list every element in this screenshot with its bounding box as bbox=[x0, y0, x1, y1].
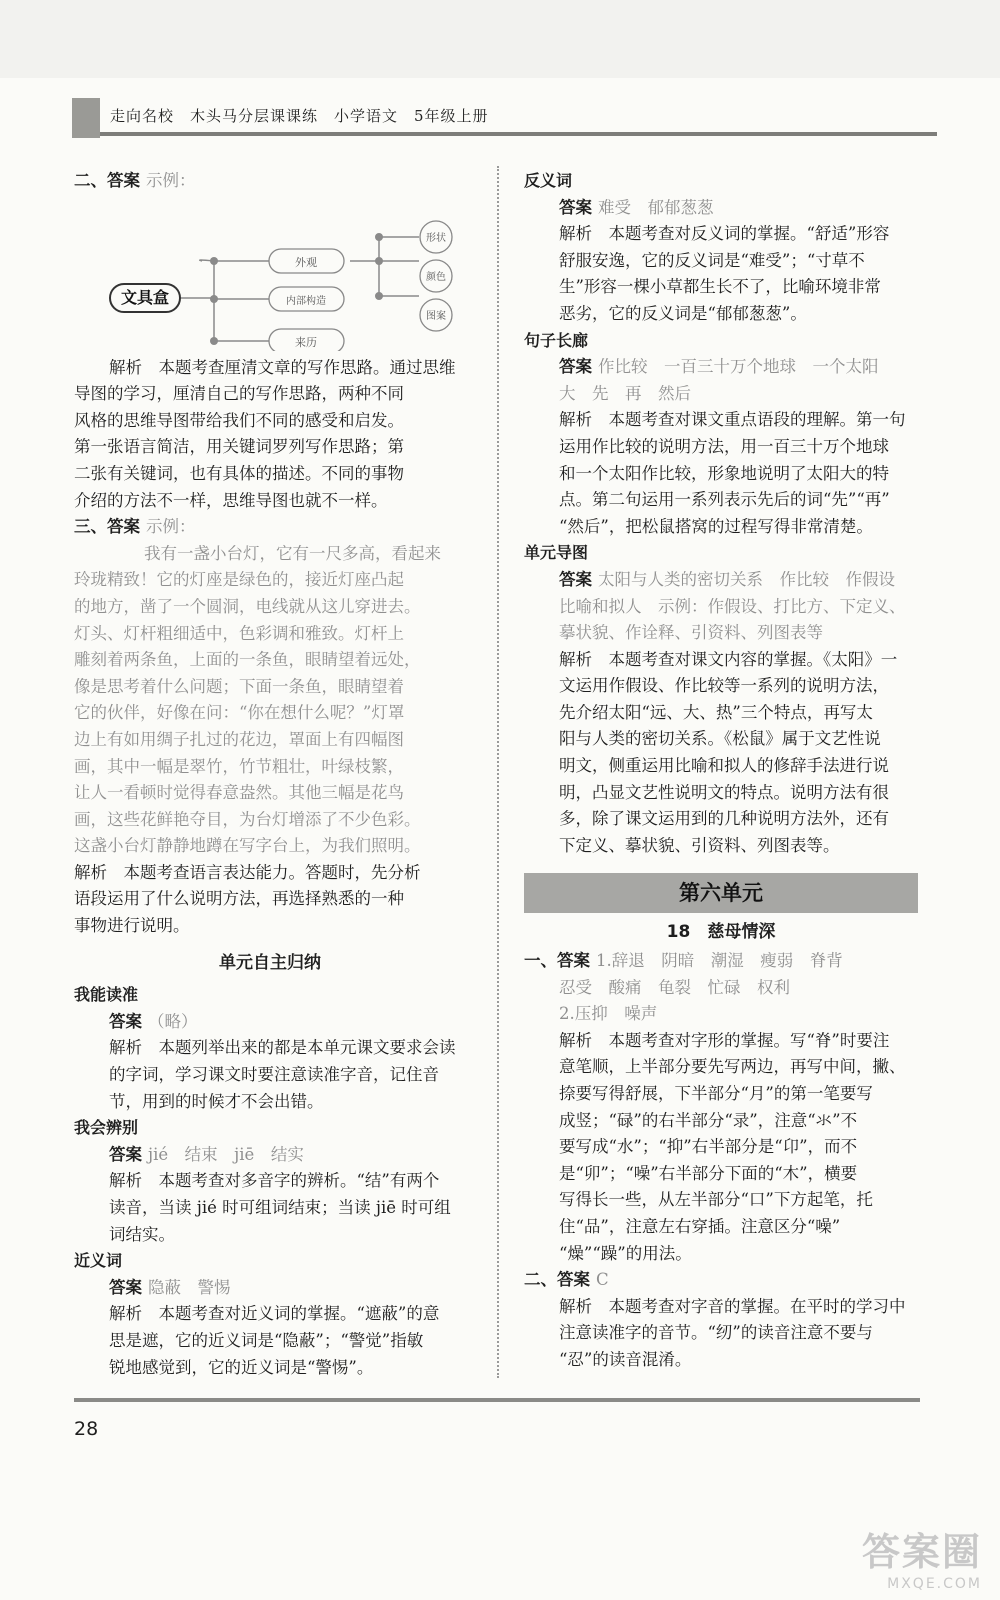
mind-map bbox=[74, 201, 466, 351]
essay-line: 灯头、灯杆粗细适中，色彩调和雅致。灯杆上 bbox=[74, 623, 404, 643]
answer-text: 比喻和拟人 示例：作假设、打比方、下定义、 bbox=[559, 596, 906, 616]
mind-map-leaf-3: 图案 bbox=[426, 310, 446, 322]
answer-text: 摹状貌、作诠释、引资料、列图表等 bbox=[559, 623, 823, 643]
analysis-line: 思是遮，它的近义词是“隐蔽”；“警觉”指敏 bbox=[109, 1330, 424, 1350]
analysis-line: 意笔顺，上半部分要先写两边，再写中间，撇、 bbox=[559, 1057, 906, 1077]
subsection-title: 我能读准 bbox=[74, 985, 139, 1005]
answer-text: jié 结束 jiē 结实 bbox=[148, 1144, 304, 1164]
analysis-line: 生”形容一棵小草都生长不了，比喻环境非常 bbox=[559, 277, 881, 297]
analysis-line: 舒服安逸，它的反义词是“难受”；“寸草不 bbox=[559, 250, 865, 270]
watermark-logo: 答案圈 bbox=[861, 1530, 982, 1574]
analysis-line: 注意读准字的音节。“纫”的读音注意不要与 bbox=[559, 1323, 873, 1343]
answer-label: 答案 bbox=[559, 197, 592, 217]
answer-text: 难受 郁郁葱葱 bbox=[598, 197, 714, 217]
q3-answer-line bbox=[74, 514, 466, 541]
essay-line: 这盏小台灯静静地蹲在写字台上，为我们照明。 bbox=[74, 836, 421, 856]
mind-map-root: 文具盒 bbox=[120, 289, 170, 307]
answer-label: 答案 bbox=[109, 1144, 142, 1164]
analysis-line: 介绍的方法不一样，思维导图也就不一样。 bbox=[74, 490, 388, 510]
analysis-line: 和一个太阳作比较，形象地说明了太阳大的特 bbox=[559, 463, 889, 483]
q3-analysis bbox=[74, 860, 466, 940]
q1-label: 一、 bbox=[524, 951, 557, 971]
subsection-title: 反义词 bbox=[524, 171, 573, 190]
analysis-line: 事物进行说明。 bbox=[74, 916, 190, 936]
unit-banner: 第六单元 bbox=[524, 873, 918, 913]
answer-text: 隐蔽 警惕 bbox=[148, 1277, 231, 1297]
answer-line bbox=[74, 1275, 466, 1302]
analysis-line: 读音，当读 jié 时可组词结束；当读 jiē 时可组 bbox=[109, 1198, 451, 1217]
essay-line: 我有一盏小台灯，它有一尺多高，看起来 bbox=[144, 543, 441, 563]
answer-line bbox=[74, 1009, 466, 1036]
analysis-line: 下定义、摹状貌、引资料、列图表等。 bbox=[559, 835, 840, 855]
analysis-line: 运用作比较的说明方法，用一百三十万个地球 bbox=[559, 436, 889, 456]
running-header bbox=[72, 98, 937, 138]
answer-text: 忍受 酸痛 龟裂 忙碌 权利 bbox=[559, 977, 790, 997]
essay-line: 画，其中一幅是翠竹，竹节粗壮，叶绿枝繁， bbox=[74, 756, 404, 776]
analysis-line: 点。第二句运用一系列表示先后的词“先”“再” bbox=[559, 490, 890, 510]
analysis-line: 明，凸显文艺性说明文的特点。说明方法有很 bbox=[559, 782, 889, 802]
lesson-title: 18 慈母情深 bbox=[666, 922, 776, 943]
answer-label: 答案 bbox=[107, 517, 140, 537]
subsection-title: 句子长廊 bbox=[524, 330, 589, 350]
page-top-shadow bbox=[0, 0, 1000, 78]
analysis-line: 文运用作假设、作比较等一系列的说明方法， bbox=[559, 676, 889, 696]
answer-text: （略） bbox=[148, 1011, 198, 1031]
answer-line bbox=[524, 354, 918, 381]
mind-map-branch-3: 来历 bbox=[295, 335, 317, 349]
analysis-line: 明文，侧重运用比喻和拟人的修辞手法进行说 bbox=[559, 756, 889, 776]
essay-line: 边上有如用绸子扎过的花边，罩面上有四幅图 bbox=[74, 729, 404, 749]
mind-map-leaf-1: 形状 bbox=[426, 232, 446, 244]
q2b-answer-line bbox=[524, 1267, 918, 1294]
answer-line bbox=[524, 195, 918, 222]
essay-line: 雕刻着两条鱼，上面的一条鱼，眼睛望着远处， bbox=[74, 650, 421, 670]
answer-text: 作比较 一百三十万个地球 一个太阳 bbox=[598, 357, 879, 377]
analysis-line: 解析 本题考查厘清文章的写作思路。通过思维 bbox=[109, 357, 456, 377]
header-title: 走向名校 木头马分层课课练 小学语文 5年级上册 bbox=[110, 107, 489, 125]
answer-label: 答案 bbox=[559, 569, 592, 589]
analysis-line: 是“卯”；“噪”右半部分下面的“木”，横要 bbox=[559, 1163, 858, 1183]
analysis-line: 写得长一些，从左半部分“口”下方起笔，托 bbox=[559, 1190, 873, 1210]
sample-essay bbox=[74, 541, 466, 860]
analysis-line: 解析 本题考查对近义词的掌握。“遮蔽”的意 bbox=[109, 1304, 440, 1324]
section-title: 单元自主归纳 bbox=[219, 952, 321, 973]
essay-line: 让人一看顿时觉得春意盎然。其他三幅是花鸟 bbox=[74, 783, 404, 803]
essay-line: 的地方，凿了一个圆洞，电线就从这儿穿进去。 bbox=[74, 596, 421, 616]
answer-label: 答案 bbox=[109, 1277, 142, 1297]
q1-answer-line bbox=[524, 948, 918, 975]
q2-analysis bbox=[74, 355, 466, 515]
analysis-line: 风格的思维导图带给我们不同的感受和启发。 bbox=[74, 410, 404, 430]
essay-line: 玲珑精致！它的灯座是绿色的，接近灯座凸起 bbox=[74, 570, 404, 590]
answer-label: 答案 bbox=[557, 1270, 590, 1290]
answer-text: 示例： bbox=[146, 171, 196, 190]
analysis-line: 成竖；“碌”的右半部分“录”，注意“氺”不 bbox=[559, 1110, 858, 1130]
answer-text: 2.压抑 噪声 bbox=[559, 1004, 658, 1024]
analysis-line: 锐地感觉到，它的近义词是“警惕”。 bbox=[109, 1357, 374, 1377]
analysis-line: 捺要写得舒展，下半部分“月”的第一笔要写 bbox=[559, 1084, 873, 1103]
analysis-line: 解析 本题考查对课文内容的掌握。《太阳》一 bbox=[559, 649, 898, 669]
answer-text: 太阳与人类的密切关系 作比较 作假设 bbox=[598, 569, 895, 589]
page-number: 28 bbox=[74, 1418, 99, 1440]
mind-map-dots bbox=[210, 233, 383, 345]
analysis-line: 解析 本题列举出来的都是本单元课文要求会读 bbox=[109, 1038, 456, 1058]
analysis-line: 第一张语言简洁，用关键词罗列写作思路；第 bbox=[74, 437, 404, 457]
analysis-line: “然后”，把松鼠搭窝的过程写得非常清楚。 bbox=[559, 516, 873, 536]
subsection-title: 近义词 bbox=[74, 1251, 123, 1271]
analysis-line: “忍”的读音混淆。 bbox=[559, 1349, 692, 1369]
answer-label: 答案 bbox=[107, 171, 140, 190]
analysis-line: 的字词，学习课文时要注意读准字音，记住音 bbox=[109, 1065, 439, 1085]
analysis-line: 词结实。 bbox=[109, 1224, 175, 1244]
analysis-line: 解析 本题考查语言表达能力。答题时，先分析 bbox=[74, 862, 421, 882]
essay-line: 它的伙伴，好像在问：“你在想什么呢？”灯罩 bbox=[74, 703, 405, 723]
essay-line: 画，这些花鲜艳夺目，为台灯增添了不少色彩。 bbox=[74, 809, 421, 829]
mind-map-branch-1: 外观 bbox=[295, 255, 317, 269]
answer-line bbox=[74, 1142, 466, 1169]
subsection-title: 单元导图 bbox=[524, 543, 589, 563]
analysis-line: 解析 本题考查对字音的掌握。在平时的学习中 bbox=[559, 1296, 906, 1316]
answer-label: 答案 bbox=[109, 1011, 142, 1031]
header-rule bbox=[100, 132, 937, 136]
analysis-line: 解析 本题考查对多音字的辨析。“结”有两个 bbox=[109, 1171, 440, 1191]
answer-text: 大 先 再 然后 bbox=[559, 383, 691, 403]
analysis-line: 语段运用了什么说明方法，再选择熟悉的一种 bbox=[74, 889, 404, 909]
analysis-line: 节，用到的时候才不会出错。 bbox=[109, 1091, 324, 1111]
column-divider bbox=[497, 166, 499, 1378]
answer-label: 答案 bbox=[559, 357, 592, 377]
analysis-line: 住“品”，注意左右穿插。注意区分“噪” bbox=[559, 1216, 841, 1236]
answer-text: 示例： bbox=[146, 517, 196, 537]
analysis-line: 解析 本题考查对反义词的掌握。“舒适”形容 bbox=[559, 224, 890, 244]
left-column bbox=[74, 168, 466, 1381]
header-tab bbox=[72, 98, 100, 138]
analysis-line: 恶劣，它的反义词是“郁郁葱葱”。 bbox=[559, 303, 807, 323]
answer-text: C bbox=[596, 1270, 609, 1290]
essay-line: 像是思考着什么问题；下面一条鱼，眼睛望着 bbox=[74, 676, 404, 696]
analysis-line: 先介绍太阳“远、大、热”三个特点，再写太 bbox=[559, 702, 873, 722]
analysis-line: 解析 本题考查对字形的掌握。写“脊”时要注 bbox=[559, 1030, 890, 1050]
analysis-line: 二张有关键词，也有具体的描述。不同的事物 bbox=[74, 463, 404, 483]
mind-map-leaf-2: 颜色 bbox=[426, 271, 446, 283]
subsection-title: 我会辨别 bbox=[74, 1118, 139, 1138]
mind-map-svg bbox=[74, 201, 466, 351]
analysis-line: 导图的学习，厘清自己的写作思路，两种不同 bbox=[74, 384, 404, 404]
mind-map-branch-2: 内部构造 bbox=[286, 295, 326, 307]
footer-rule bbox=[74, 1398, 920, 1402]
q2b-label: 二、 bbox=[524, 1270, 557, 1290]
watermark-url: MXQE.COM bbox=[887, 1576, 982, 1592]
q2-label: 二、 bbox=[74, 171, 107, 190]
analysis-line: 多，除了课文运用到的几种说明方法外，还有 bbox=[559, 809, 889, 829]
answer-label: 答案 bbox=[557, 951, 590, 971]
q2-answer-line bbox=[74, 168, 466, 195]
watermark bbox=[862, 1521, 982, 1592]
analysis-line: 解析 本题考查对课文重点语段的理解。第一句 bbox=[559, 410, 906, 430]
right-column bbox=[524, 168, 918, 1374]
answer-line bbox=[524, 567, 918, 594]
analysis-line: 要写成“水”；“抑”右半部分是“卬”，而不 bbox=[559, 1137, 858, 1157]
q3-label: 三、 bbox=[74, 517, 107, 537]
answer-text: 1.辞退 阴暗 潮湿 瘦弱 脊背 bbox=[596, 951, 843, 971]
analysis-line: “燥”“躁”的用法。 bbox=[559, 1243, 692, 1263]
analysis-line: 阳与人类的密切关系。《松鼠》属于文艺性说 bbox=[559, 729, 881, 749]
